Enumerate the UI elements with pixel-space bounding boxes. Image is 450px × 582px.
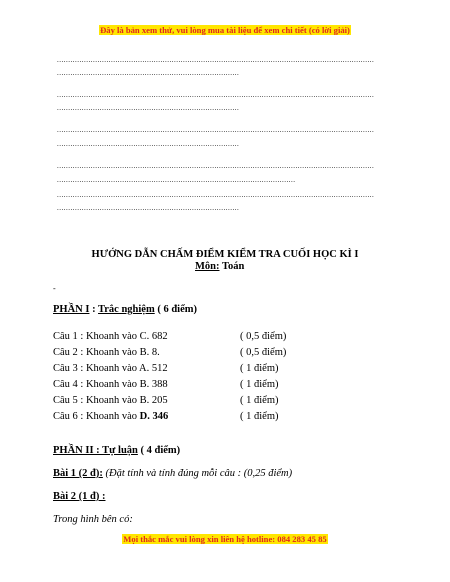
subject-label: Môn: — [195, 261, 220, 272]
dotted-line: .......................................................................................................... — [57, 176, 296, 184]
dotted-line: ............................................................................................................................................. — [57, 126, 375, 134]
dotted-line: ............................................................................................................................................. — [57, 91, 375, 99]
dotted-line: ............................................................................................................................................. — [57, 56, 375, 64]
hotline-banner: Mọi thắc mắc vui lòng xin liên hệ hotline: 084 283 45 85 — [123, 534, 327, 544]
dotted-line: ................................................................................. — [57, 140, 240, 148]
exercise-1: Bài 1 (2 đ): (Đặt tính và tính đúng mỗi câu : (0,25 điểm) — [53, 468, 293, 479]
question-row: Câu 3 : Khoanh vào A. 512 ( 1 điểm) — [53, 363, 279, 374]
question-score: ( 0,5 điểm) — [240, 331, 287, 342]
dotted-line: ............................................................................................................................................. — [57, 191, 375, 199]
page-title: HƯỚNG DẪN CHẤM ĐIỂM KIỂM TRA CUỐI HỌC KÌ I — [91, 249, 359, 260]
question-score: ( 1 điểm) — [240, 363, 279, 374]
preview-notice-banner: Đây là bản xem thử, vui lòng mua tài liệu để xem chi tiết (có lời giải) — [100, 25, 350, 35]
question-row: Câu 1 : Khoanh vào C. 682 ( 0,5 điểm) — [53, 331, 287, 342]
question-row: Câu 6 : Khoanh vào D. 346 ( 1 điểm) — [53, 411, 279, 422]
figure-caption: Trong hình bên có: — [53, 514, 133, 525]
dotted-line: ................................................................................. — [57, 204, 240, 212]
question-score: ( 1 điểm) — [240, 411, 279, 422]
subject-line — [195, 261, 244, 272]
question-row: Câu 2 : Khoanh vào B. 8. ( 0,5 điểm) — [53, 347, 287, 358]
question-score: ( 0,5 điểm) — [240, 347, 287, 358]
question-row: Câu 5 : Khoanh vào B. 205 ( 1 điểm) — [53, 395, 279, 406]
subject-value: Toán — [221, 261, 245, 272]
dash-marker: - — [53, 284, 56, 293]
dotted-line: ............................................................................................................................................. — [57, 162, 375, 170]
part2-heading: PHẦN II : Tự luận ( 4 điểm) — [53, 445, 181, 456]
question-row: Câu 4 : Khoanh vào B. 388 ( 1 điểm) — [53, 379, 279, 390]
question-score: ( 1 điểm) — [240, 395, 279, 406]
exercise-2: Bài 2 (1 đ) : — [53, 491, 106, 502]
dotted-line: ................................................................................. — [57, 69, 240, 77]
question-score: ( 1 điểm) — [240, 379, 279, 390]
part1-heading: PHẦN I : Trắc nghiệm ( 6 điểm) — [53, 304, 198, 315]
dotted-line: ................................................................................. — [57, 104, 240, 112]
